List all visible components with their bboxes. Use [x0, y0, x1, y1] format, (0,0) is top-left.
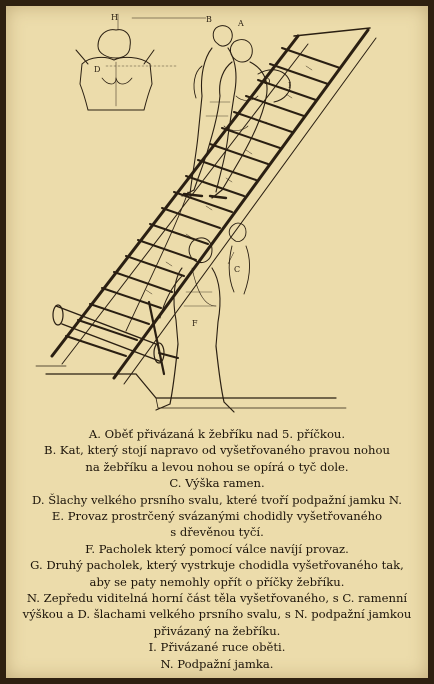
paper-sheet	[6, 6, 428, 678]
caption-line-i: I. Přivázané ruce oběti.	[148, 640, 286, 655]
caption-line-a: A. Oběť přivázaná k žebříku nad 5. příčkou.	[88, 427, 346, 441]
caption-line-g: G. Druhý pacholek, který vystrkuje chodidla vyšetřovaného tak,	[30, 558, 404, 573]
figure-label-c: C	[234, 265, 241, 274]
caption-line-n-cont2: přivázaný na žebříku.	[153, 623, 281, 638]
caption-line-d: D. Šlachy velkého prsního svalu, které tvoří podpažní jamku N.	[32, 492, 402, 507]
figure-caption	[12, 426, 422, 672]
figure-label-h: H	[111, 13, 118, 22]
caption-line-e: E. Provaz prostrčený svázanými chodidly vyšetřovaného	[51, 509, 383, 524]
figure-label-b: B	[206, 15, 212, 24]
figure-label-i: I	[288, 81, 292, 90]
caption-line-g-cont: aby se paty nemohly opřít o příčky žebříku.	[89, 574, 345, 589]
caption-line-b: B. Kat, který stojí napravo od vyšetřovaného pravou nohou	[44, 443, 390, 458]
caption-line-e-cont: s dřevěnou tyčí.	[170, 525, 264, 540]
caption-line-b-cont: na žebříku a levou nohou se opírá o tyč dole.	[85, 459, 349, 474]
caption-line-n2: N. Podpažní jamka.	[160, 656, 274, 671]
caption-line-c: C. Výška ramen.	[169, 476, 265, 491]
caption-line-f: F. Pacholek který pomocí válce navíjí provaz.	[85, 541, 349, 556]
figure-label-f: F	[192, 319, 198, 328]
caption-line-n-cont: výškou a D. šlachami velkého prsního svalu, s N. podpažní jamkou	[22, 607, 412, 622]
caption-line-n: N. Zepředu viditelná horní část těla vyšetřovaného, s C. ramenní	[26, 591, 408, 606]
figure-label-a: A	[238, 19, 244, 28]
figure-label-d-bust: D	[94, 65, 101, 74]
figure-label-d-victim: D	[264, 77, 271, 86]
ladder-torture-engraving	[6, 6, 428, 426]
